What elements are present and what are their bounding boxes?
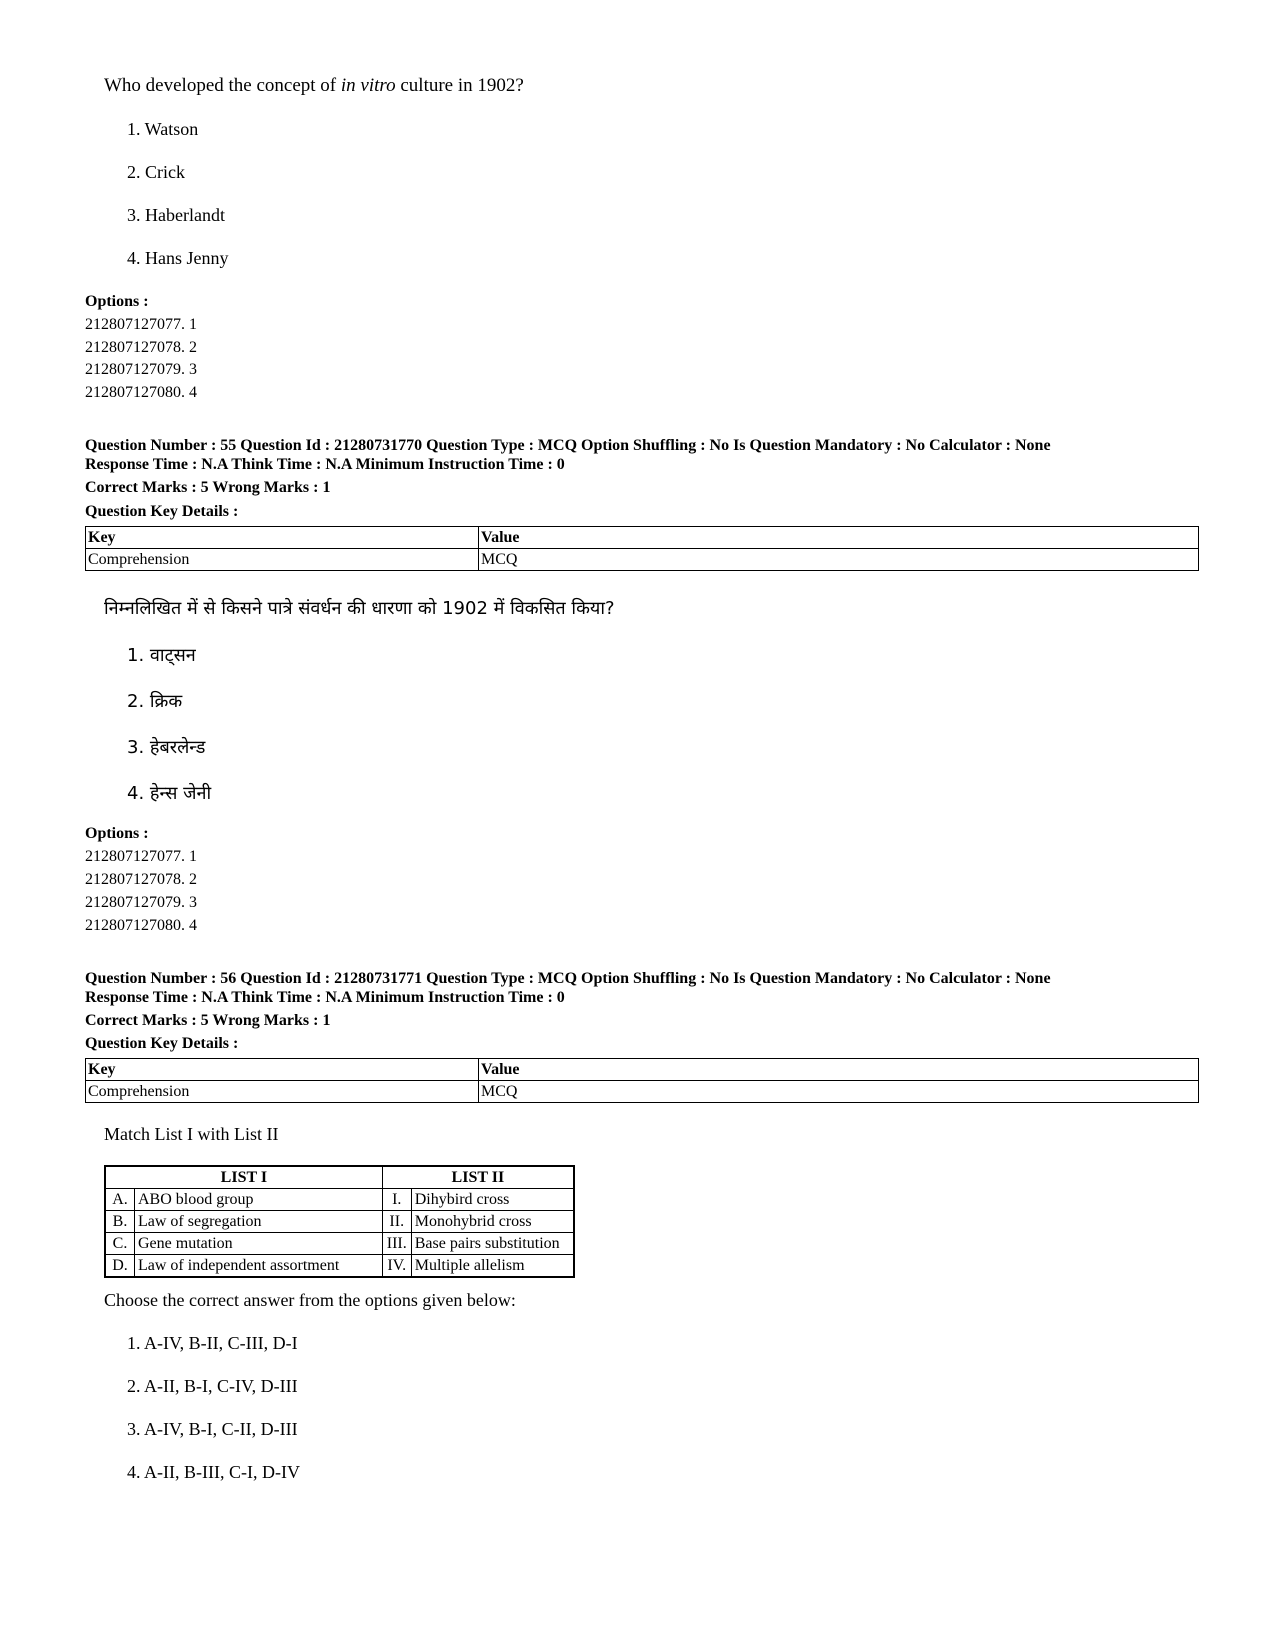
list1-item: Gene mutation bbox=[135, 1233, 383, 1255]
answer-choice: 2. Crick bbox=[127, 162, 185, 182]
list2-numeral: II. bbox=[382, 1211, 411, 1233]
list2-item: Monohybrid cross bbox=[411, 1211, 574, 1233]
question-meta-timing: Response Time : N.A Think Time : N.A Minimum Instruction Time : 0 bbox=[85, 989, 565, 1006]
answer-choice: 3. A-IV, B-I, C-II, D-III bbox=[127, 1419, 298, 1439]
option-id: 212807127079. 3 bbox=[85, 894, 197, 911]
key-cell: Comprehension bbox=[86, 549, 479, 571]
list1-letter: D. bbox=[105, 1255, 135, 1278]
option-id: 212807127079. 3 bbox=[85, 361, 197, 378]
instruction-text: Choose the correct answer from the options given below: bbox=[104, 1290, 516, 1310]
answer-choice: 4. हेन्स जेनी bbox=[127, 783, 212, 804]
options-label: Options : bbox=[85, 293, 149, 310]
key-details-label: Question Key Details : bbox=[85, 1035, 239, 1052]
list1-item: Law of segregation bbox=[135, 1211, 383, 1233]
value-header: Value bbox=[479, 1059, 1199, 1081]
option-id: 212807127080. 4 bbox=[85, 384, 197, 401]
match-row bbox=[105, 1233, 574, 1255]
question-meta-timing: Response Time : N.A Think Time : N.A Minimum Instruction Time : 0 bbox=[85, 456, 565, 473]
list1-item: ABO blood group bbox=[135, 1189, 383, 1211]
list2-numeral: III. bbox=[382, 1233, 411, 1255]
list1-item: Law of independent assortment bbox=[135, 1255, 383, 1278]
question-meta: Question Number : 55 Question Id : 21280731770 Question Type : MCQ Option Shuffling : No Is Question Mandatory : No Calculator : None bbox=[85, 437, 1051, 454]
option-id: 212807127078. 2 bbox=[85, 871, 197, 888]
question-italic: in vitro bbox=[340, 75, 396, 96]
key-details-table bbox=[85, 526, 1199, 571]
answer-choice: 3. हेबरलेन्ड bbox=[127, 737, 206, 758]
list1-letter: A. bbox=[105, 1189, 135, 1211]
answer-choice: 2. क्रिक bbox=[127, 691, 183, 712]
answer-choice: 1. Watson bbox=[127, 119, 199, 139]
key-details-label: Question Key Details : bbox=[85, 503, 239, 520]
question-text: Match List I with List II bbox=[104, 1124, 279, 1144]
question-text-hindi: निम्नलिखित में से किसने पात्रे संवर्धन की धारणा को 1902 में विकसित किया? bbox=[104, 598, 615, 619]
key-header: Key bbox=[86, 1059, 479, 1081]
option-id: 212807127078. 2 bbox=[85, 339, 197, 356]
answer-choice: 2. A-II, B-I, C-IV, D-III bbox=[127, 1376, 298, 1396]
question-marks: Correct Marks : 5 Wrong Marks : 1 bbox=[85, 479, 331, 496]
match-row bbox=[105, 1189, 574, 1211]
list2-numeral: I. bbox=[382, 1189, 411, 1211]
value-cell: MCQ bbox=[479, 549, 1199, 571]
list1-letter: B. bbox=[105, 1211, 135, 1233]
key-header: Key bbox=[86, 527, 479, 549]
list1-header: LIST I bbox=[105, 1166, 382, 1189]
match-row bbox=[105, 1211, 574, 1233]
option-id: 212807127080. 4 bbox=[85, 917, 197, 934]
list2-item: Dihybird cross bbox=[411, 1189, 574, 1211]
question-meta: Question Number : 56 Question Id : 21280731771 Question Type : MCQ Option Shuffling : No Is Question Mandatory : No Calculator : None bbox=[85, 970, 1051, 987]
question-marks: Correct Marks : 5 Wrong Marks : 1 bbox=[85, 1012, 331, 1029]
answer-choice: 3. Haberlandt bbox=[127, 205, 225, 225]
value-cell: MCQ bbox=[479, 1081, 1199, 1103]
key-details-table bbox=[85, 1058, 1199, 1103]
answer-choice: 4. Hans Jenny bbox=[127, 248, 229, 268]
option-id: 212807127077. 1 bbox=[85, 316, 197, 333]
answer-choice: 1. A-IV, B-II, C-III, D-I bbox=[127, 1333, 298, 1353]
list1-letter: C. bbox=[105, 1233, 135, 1255]
question-text: Who developed the concept of in vitro culture in 1902? bbox=[104, 75, 524, 96]
answer-choice: 1. वाट्सन bbox=[127, 645, 196, 666]
list2-numeral: IV. bbox=[382, 1255, 411, 1278]
options-label: Options : bbox=[85, 825, 149, 842]
match-row bbox=[105, 1255, 574, 1278]
list2-header: LIST II bbox=[382, 1166, 574, 1189]
list2-item: Base pairs substitution bbox=[411, 1233, 574, 1255]
value-header: Value bbox=[479, 527, 1199, 549]
key-cell: Comprehension bbox=[86, 1081, 479, 1103]
answer-choice: 4. A-II, B-III, C-I, D-IV bbox=[127, 1462, 300, 1482]
option-id: 212807127077. 1 bbox=[85, 848, 197, 865]
match-list-table bbox=[104, 1165, 575, 1278]
list2-item: Multiple allelism bbox=[411, 1255, 574, 1278]
